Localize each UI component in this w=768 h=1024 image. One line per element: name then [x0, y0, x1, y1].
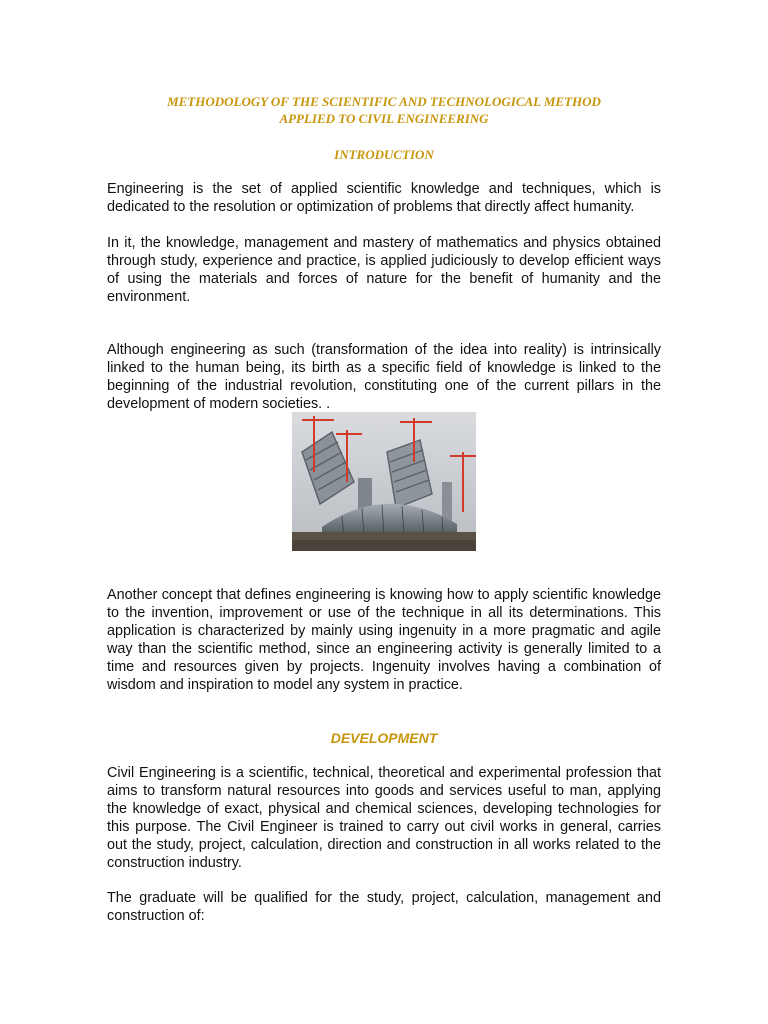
development-paragraph-1: Civil Engineering is a scientific, technical, theoretical and experimental profession that aims to transform natural resources into goods and services useful to man, applying the knowledge of exact, physical and chemical sciences, developing technologies for this purpose. The Civil Engineer is trained to carry out civil works in general, carries out the study, project, calculation, direction and construction in all works related to the construction industry. [107, 765, 661, 871]
section-heading-development: DEVELOPMENT [330, 730, 438, 746]
construction-photo-illustration [292, 412, 476, 551]
document-title-line-1: METHODOLOGY OF THE SCIENTIFIC AND TECHNOLOGICAL METHOD [167, 94, 601, 109]
development-paragraph-2: The graduate will be qualified for the study, project, calculation, management and construction of: [107, 890, 661, 924]
intro-paragraph-3: Although engineering as such (transformation of the idea into reality) is intrinsically linked to the human being, its birth as a specific field of knowledge is linked to the beginning of the industrial revolution, constituting one of the current pillars in the development of modern societies. . [107, 342, 661, 412]
construction-site-photo [292, 412, 476, 551]
intro-paragraph-1: Engineering is the set of applied scientific knowledge and techniques, which is dedicated to the resolution or optimization of problems that directly affect humanity. [107, 181, 661, 215]
intro-paragraph-2: In it, the knowledge, management and mastery of mathematics and physics obtained through study, experience and practice, is applied judiciously to develop efficient ways of using the materials and forces of nature for the benefit of humanity and the environment. [107, 235, 661, 305]
document-title-line-2: APPLIED TO CIVIL ENGINEERING [279, 111, 489, 126]
section-heading-introduction: INTRODUCTION [334, 147, 434, 162]
concept-paragraph: Another concept that defines engineering is knowing how to apply scientific knowledge to the invention, improvement or use of the technique in all its determinations. This application is characterized by mainly using ingenuity in a more pragmatic and agile way than the scientific method, since an engineering activity is generally limited to a time and resources given by projects. Ingenuity involves having a combination of wisdom and inspiration to model any system in practice. [107, 587, 661, 693]
